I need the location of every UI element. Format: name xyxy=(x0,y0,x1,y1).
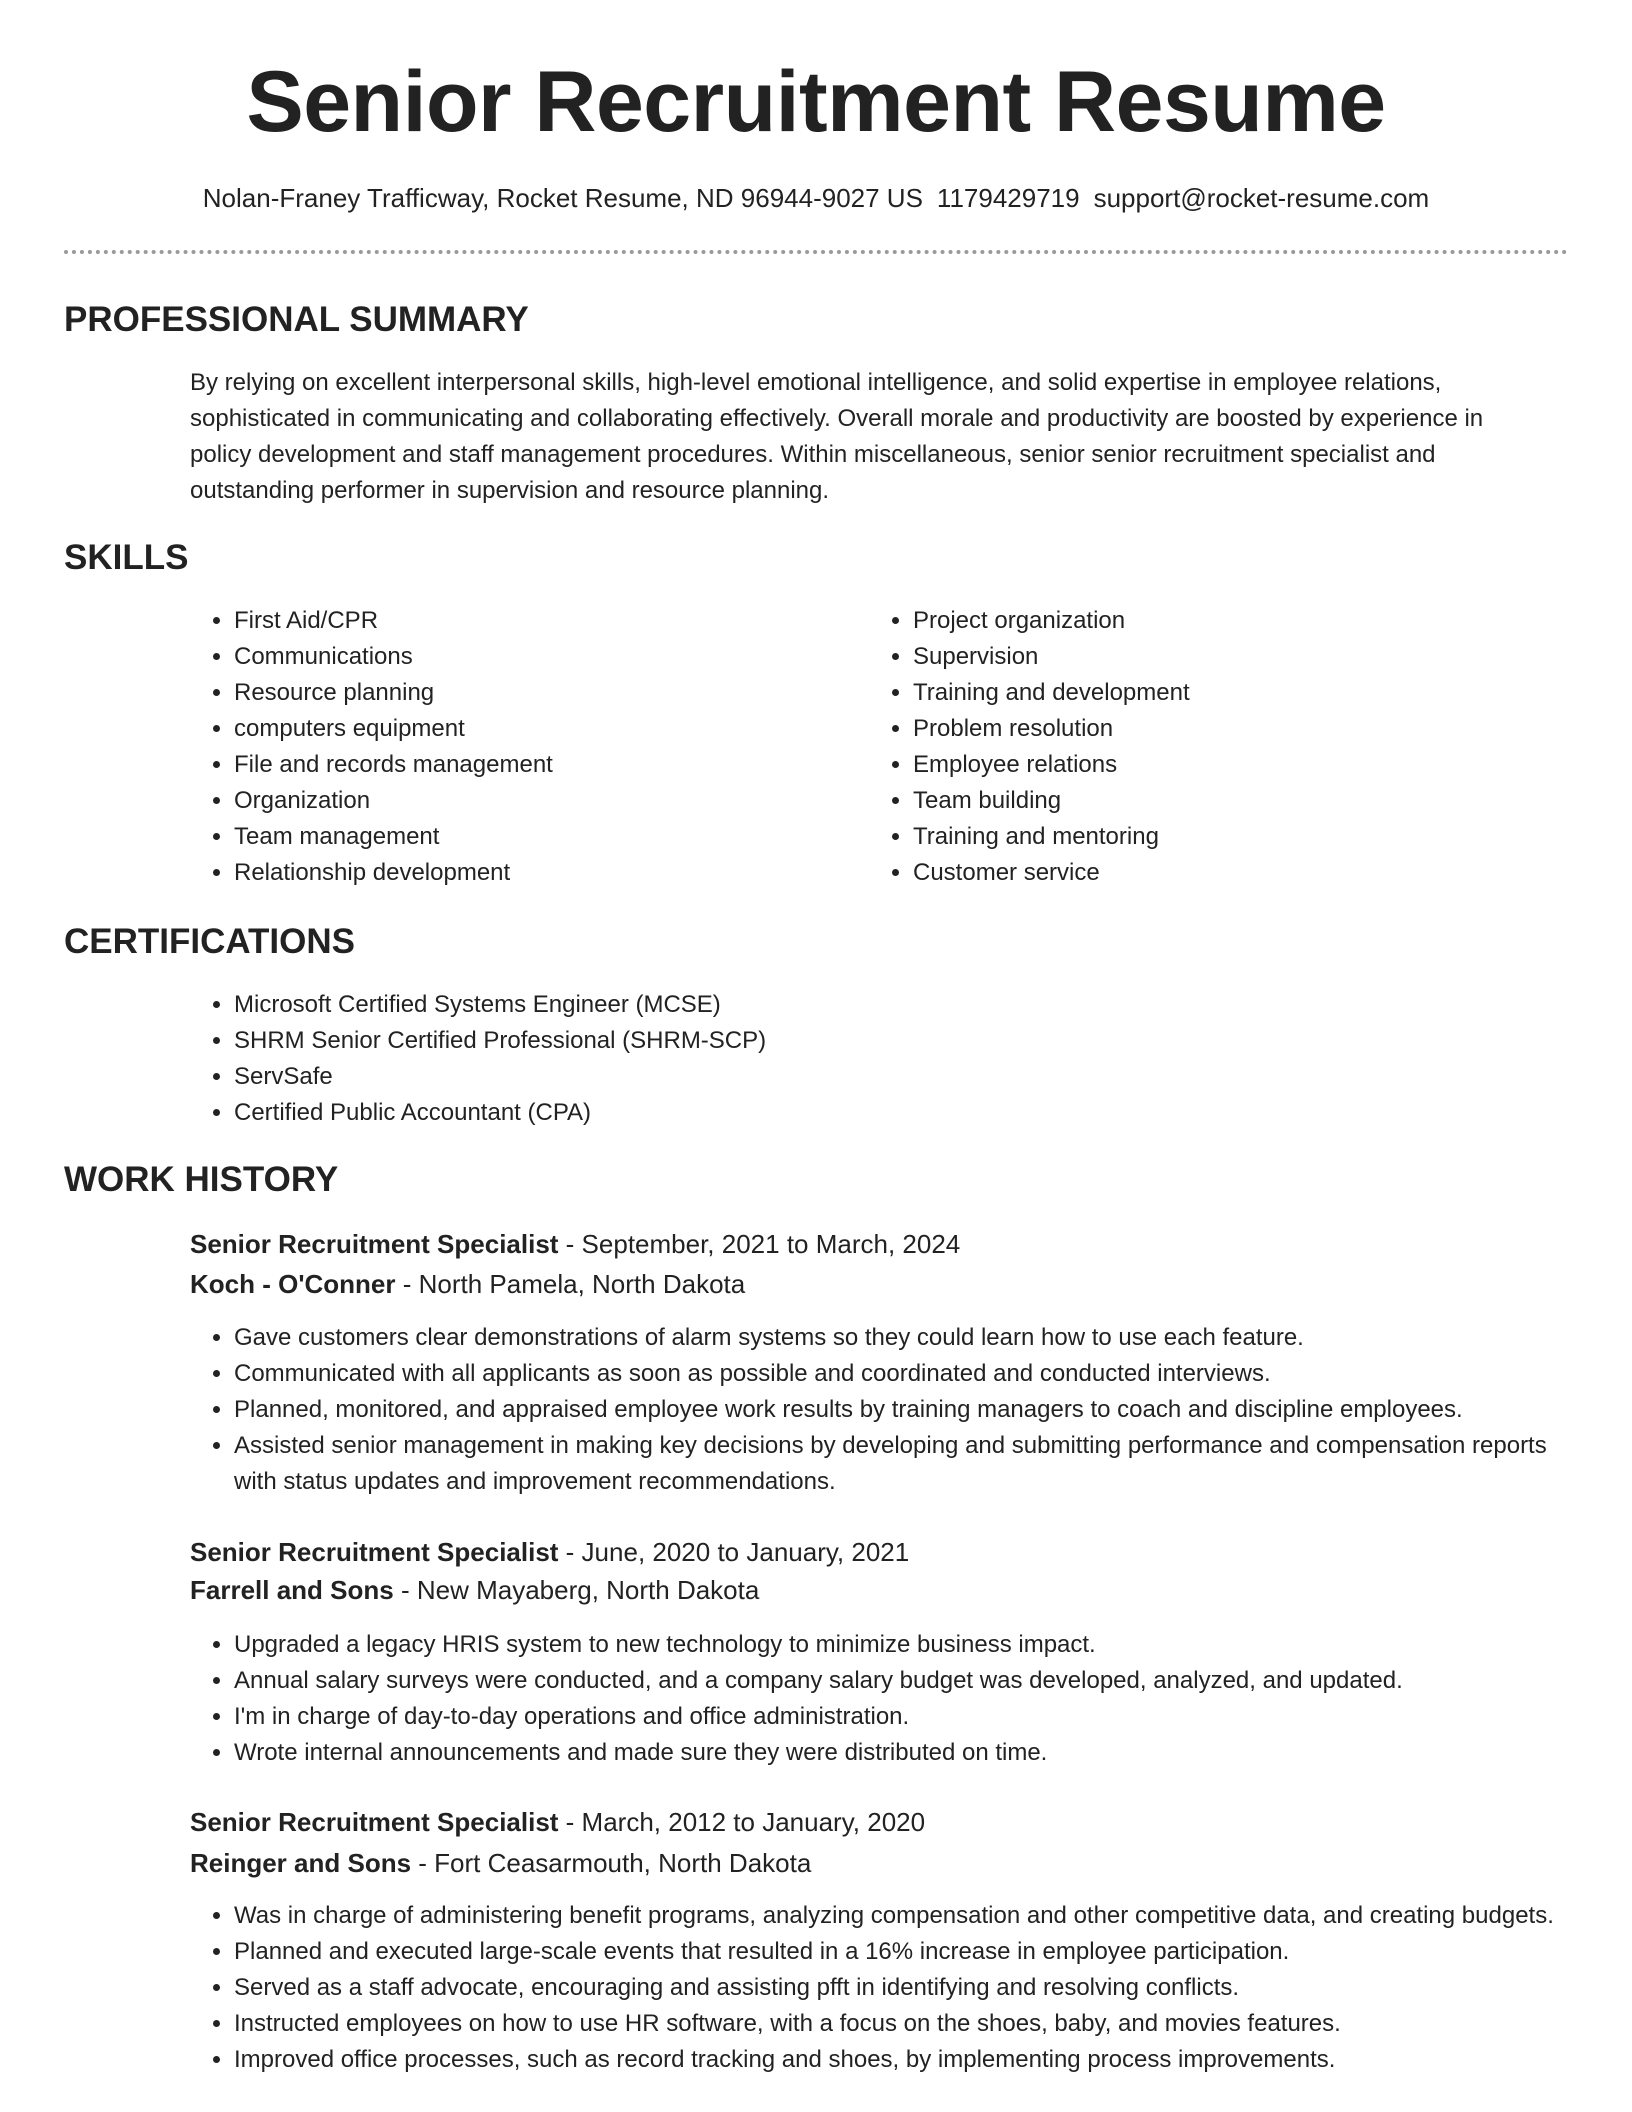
job-company: Farrell and Sons xyxy=(190,1575,394,1605)
job-bullets xyxy=(190,1898,1594,2078)
list-item: • Improved office processes, such as record tracking and shoes, by implementing process improvements. xyxy=(234,2042,1594,2078)
job-company-line xyxy=(190,1572,759,1608)
job-location: - New Mayaberg, North Dakota xyxy=(393,1575,760,1605)
list-item: • computers equipment xyxy=(234,711,794,747)
skills-list-right xyxy=(869,603,1473,891)
list-item: • ServSafe xyxy=(234,1059,1534,1095)
skills-list-left xyxy=(190,603,794,891)
job-bullets xyxy=(190,1320,1594,1500)
summary-text: By relying on excellent interpersonal skills, high-level emotional intelligence, and solid expertise in employee relations, sophisticated in communicating and collaborating effectively. Overall morale and productivity are boosted by experience in policy development and staff management procedures. Within miscellaneous, senior senior recruitment specialist and outstanding performer in supervision and resource planning. xyxy=(190,369,1484,504)
job-company-line xyxy=(190,1845,811,1881)
list-item: • Team building xyxy=(913,783,1473,819)
list-item: • Organization xyxy=(234,783,794,819)
list-item: • Wrote internal announcements and made sure they were distributed on time. xyxy=(234,1735,1594,1771)
list-item: • Served as a staff advocate, encouraging and assisting pfft in identifying and resolving conflicts. xyxy=(234,1970,1594,2006)
list-item: • Communications xyxy=(234,639,794,675)
job-role: Senior Recruitment Specialist xyxy=(190,1229,559,1259)
list-item: • Planned and executed large-scale events that resulted in a 16% increase in employee participation. xyxy=(234,1934,1594,1970)
skills-heading: SKILLS xyxy=(64,538,189,577)
job-company-line xyxy=(190,1266,745,1302)
list-item: • Resource planning xyxy=(234,675,794,711)
list-item: • SHRM Senior Certified Professional (SHRM-SCP) xyxy=(234,1023,1534,1059)
list-item: • I'm in charge of day-to-day operations and office administration. xyxy=(234,1699,1594,1735)
list-item: • Microsoft Certified Systems Engineer (MCSE) xyxy=(234,987,1534,1023)
certifications-list xyxy=(190,987,1534,1131)
work-history-heading: WORK HISTORY xyxy=(64,1160,339,1199)
job-dates: - June, 2020 to January, 2021 xyxy=(558,1537,910,1567)
job-title-line xyxy=(190,1804,925,1840)
summary-heading: PROFESSIONAL SUMMARY xyxy=(64,300,529,339)
contact-phone: 1179429719 xyxy=(936,183,1080,213)
list-item: • Project organization xyxy=(913,603,1473,639)
list-item: • Problem resolution xyxy=(913,711,1473,747)
list-item: • Annual salary surveys were conducted, and a company salary budget was developed, analyzed, and updated. xyxy=(234,1663,1594,1699)
job-role: Senior Recruitment Specialist xyxy=(190,1537,559,1567)
contact-email: support@rocket-resume.com xyxy=(1093,183,1430,213)
list-item: • Employee relations xyxy=(913,747,1473,783)
job-role: Senior Recruitment Specialist xyxy=(190,1807,559,1837)
job-location: - North Pamela, North Dakota xyxy=(395,1269,746,1299)
list-item: • Communicated with all applicants as soon as possible and coordinated and conducted interviews. xyxy=(234,1356,1594,1392)
job-dates: - March, 2012 to January, 2020 xyxy=(558,1807,926,1837)
list-item: • Relationship development xyxy=(234,855,794,891)
job-company: Reinger and Sons xyxy=(190,1848,412,1878)
list-item: • Gave customers clear demonstrations of alarm systems so they could learn how to use each feature. xyxy=(234,1320,1594,1356)
list-item: • First Aid/CPR xyxy=(234,603,794,639)
list-item: • Certified Public Accountant (CPA) xyxy=(234,1095,1534,1131)
list-item: • File and records management xyxy=(234,747,794,783)
list-item: • Assisted senior management in making key decisions by developing and submitting performance and compensation reports with status updates and improvement recommendations. xyxy=(234,1428,1594,1500)
job-dates: - September, 2021 to March, 2024 xyxy=(558,1229,961,1259)
job-title-line xyxy=(190,1534,909,1570)
certifications-heading: CERTIFICATIONS xyxy=(64,922,356,961)
job-location: - Fort Ceasarmouth, North Dakota xyxy=(411,1848,812,1878)
list-item: • Supervision xyxy=(913,639,1473,675)
contact-address: Nolan-Franey Trafficway, Rocket Resume, ND 96944-9027 US xyxy=(202,183,923,213)
list-item: • Training and mentoring xyxy=(913,819,1473,855)
list-item: • Was in charge of administering benefit programs, analyzing compensation and other competitive data, and creating budgets. xyxy=(234,1898,1594,1934)
header-divider xyxy=(64,250,1568,254)
resume-title: Senior Recruitment Resume xyxy=(246,54,1386,150)
list-item: • Customer service xyxy=(913,855,1473,891)
list-item: • Training and development xyxy=(913,675,1473,711)
list-item: • Upgraded a legacy HRIS system to new technology to minimize business impact. xyxy=(234,1627,1594,1663)
list-item: • Team management xyxy=(234,819,794,855)
job-title-line xyxy=(190,1226,960,1262)
list-item: • Planned, monitored, and appraised employee work results by training managers to coach and discipline employees. xyxy=(234,1392,1594,1428)
job-bullets xyxy=(190,1627,1594,1771)
list-item: • Instructed employees on how to use HR software, with a focus on the shoes, baby, and movies features. xyxy=(234,2006,1594,2042)
job-company: Koch - O'Conner xyxy=(190,1269,396,1299)
contact-line xyxy=(0,180,1632,216)
